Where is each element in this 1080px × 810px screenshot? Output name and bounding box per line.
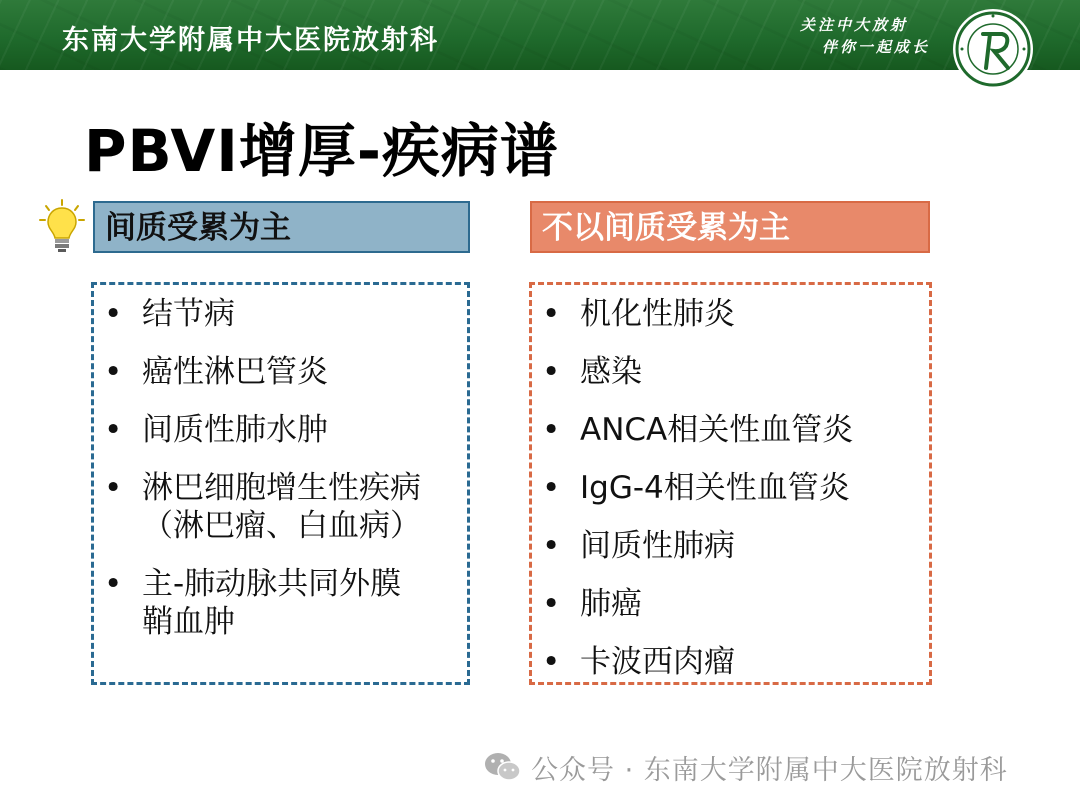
bullet-marker: • xyxy=(104,296,123,332)
bullet-marker: • xyxy=(104,566,123,602)
list-item-text: 卡波西肉瘤 xyxy=(580,644,735,680)
list-item-text: 癌性淋巴管炎 xyxy=(142,354,328,390)
list-item-text: 鞘血肿 xyxy=(142,604,235,640)
bullet-marker: • xyxy=(542,412,561,448)
list-item-text: ANCA相关性血管炎 xyxy=(580,412,854,448)
left-disease-list-box xyxy=(91,282,470,685)
header-slogan xyxy=(800,14,930,58)
bullet-marker: • xyxy=(542,470,561,506)
list-item-text: IgG-4相关性血管炎 xyxy=(580,470,850,506)
page-title: PBVI增厚-疾病谱 xyxy=(84,117,559,185)
bullet-marker: • xyxy=(542,528,561,564)
bullet-marker: • xyxy=(104,354,123,390)
header-banner xyxy=(0,0,1080,70)
right-category-heading: 不以间质受累为主 xyxy=(530,201,930,253)
wechat-icon xyxy=(483,750,523,784)
list-item-text: 间质性肺病 xyxy=(580,528,735,564)
list-item-text: 肺癌 xyxy=(580,586,642,622)
list-item-text: （淋巴瘤、白血病） xyxy=(142,508,421,544)
list-item-text: 结节病 xyxy=(142,296,235,332)
bullet-marker: • xyxy=(542,296,561,332)
slogan-line-1: 关注中大放射 xyxy=(800,16,909,34)
hospital-logo xyxy=(950,6,1036,92)
list-item-text: 机化性肺炎 xyxy=(580,296,735,332)
bullet-marker: • xyxy=(542,354,561,390)
bullet-marker: • xyxy=(542,644,561,680)
lightbulb-icon xyxy=(38,198,86,254)
footer-text: 公众号 · 东南大学附属中大医院放射科 xyxy=(531,755,1008,786)
left-category-heading: 间质受累为主 xyxy=(93,201,470,253)
bullet-marker: • xyxy=(542,586,561,622)
list-item-text: 淋巴细胞增生性疾病 xyxy=(142,470,421,506)
slogan-line-2: 伴你一起成长 xyxy=(822,38,931,56)
list-item-text: 感染 xyxy=(580,354,642,390)
right-disease-list-box xyxy=(529,282,932,685)
header-title: 东南大学附属中大医院放射科 xyxy=(62,25,439,56)
bullet-marker: • xyxy=(104,412,123,448)
list-item-text: 间质性肺水肿 xyxy=(142,412,328,448)
bullet-marker: • xyxy=(104,470,123,506)
list-item-text: 主-肺动脉共同外膜 xyxy=(142,566,402,602)
